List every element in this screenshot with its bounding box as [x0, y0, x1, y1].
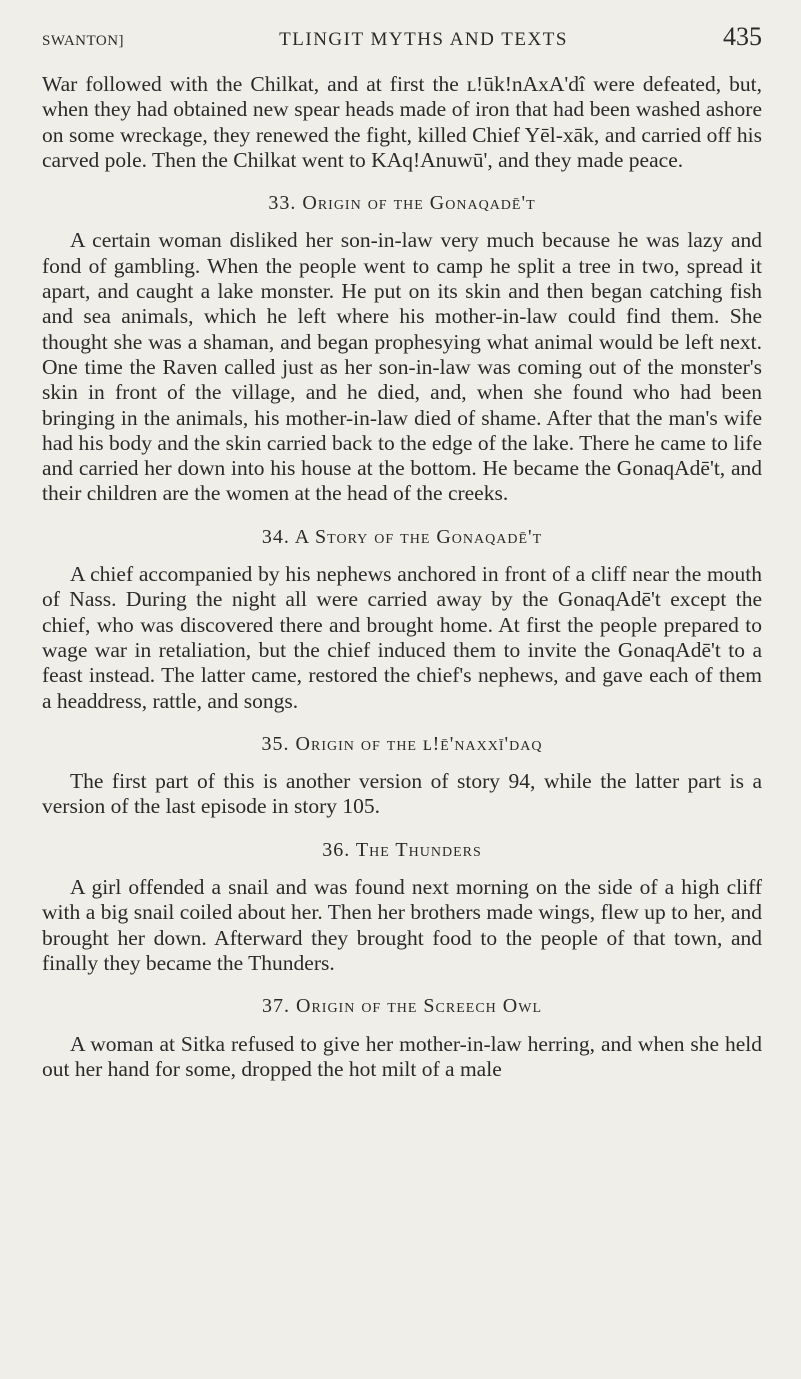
- book-title-running-head: TLINGIT MYTHS AND TEXTS: [279, 29, 568, 50]
- section-heading-37: 37. Origin of the Screech Owl: [262, 995, 542, 1018]
- page-number: 435: [723, 22, 762, 51]
- continued-paragraph: War followed with the Chilkat, and at first the ʟ!ūk!nAxA'dî were defeated, but, when they had obtained new spear heads made of iron that had been washed ashore on some wreckage, they renewed the fight, killed Chief Yēl-xāk, and carried off his carved pole. Then the Chilkat went to KAq!Anuwū', and they made peace.: [42, 72, 762, 172]
- running-header: [42, 22, 762, 52]
- author-running-head: SWANTON]: [42, 33, 125, 49]
- section-heading-35: 35. Origin of the ʟ!ē'naxxī'daq: [261, 732, 543, 755]
- section-text-33: A certain woman disliked her son-in-law very much because he was lazy and fond of gambling. When the people went to camp he split a tree in two, spread it apart, and caught a lake monster. He put on its skin and then began catching fish and sea animals, which he left where his mother-in-law could find them. She thought she was a shaman, and began prophesying what animal would be left next. One time the Raven called just as her son-in-law was coming out of the monster's skin in front of the village, and he died, and, when she found who had been bringing in the animals, his mother-in-law died of shame. After that the man's wife had his body and the skin carried back to the edge of the lake. There he came to life and carried her down into his house at the bottom. He became the GonaqAdē't, and their children are the women at the head of the creeks.: [42, 228, 762, 506]
- page-body: [42, 72, 762, 1082]
- section-heading-36: 36. The Thunders: [322, 838, 482, 861]
- section-heading-34: 34. A Story of the Gonaqadē't: [261, 525, 543, 548]
- section-heading-33: 33. Origin of the Gonaqadē't: [268, 192, 536, 215]
- section-text-37: A woman at Sitka refused to give her mother-in-law herring, and when she held out her hand for some, dropped the hot milt of a male: [42, 1031, 762, 1081]
- section-text-34: A chief accompanied by his nephews anchored in front of a cliff near the mouth of Nass. During the night all were carried away by the GonaqAdē't except the chief, who was discovered there and brought home. At first the people prepared to wage war in retaliation, but the chief induced them to invite the GonaqAdē't to a feast instead. The latter came, restored the chief's nephews, and gave each of them a headdress, rattle, and songs.: [42, 562, 762, 713]
- section-text-36: A girl offended a snail and was found next morning on the side of a high cliff with a big snail coiled about her. Then her brothers made wings, flew up to her, and brought her down. Afterward they brought food to the people of that town, and finally they became the Thunders.: [42, 875, 762, 975]
- section-text-35: The first part of this is another version of story 94, while the latter part is a version of the last episode in story 105.: [42, 769, 762, 819]
